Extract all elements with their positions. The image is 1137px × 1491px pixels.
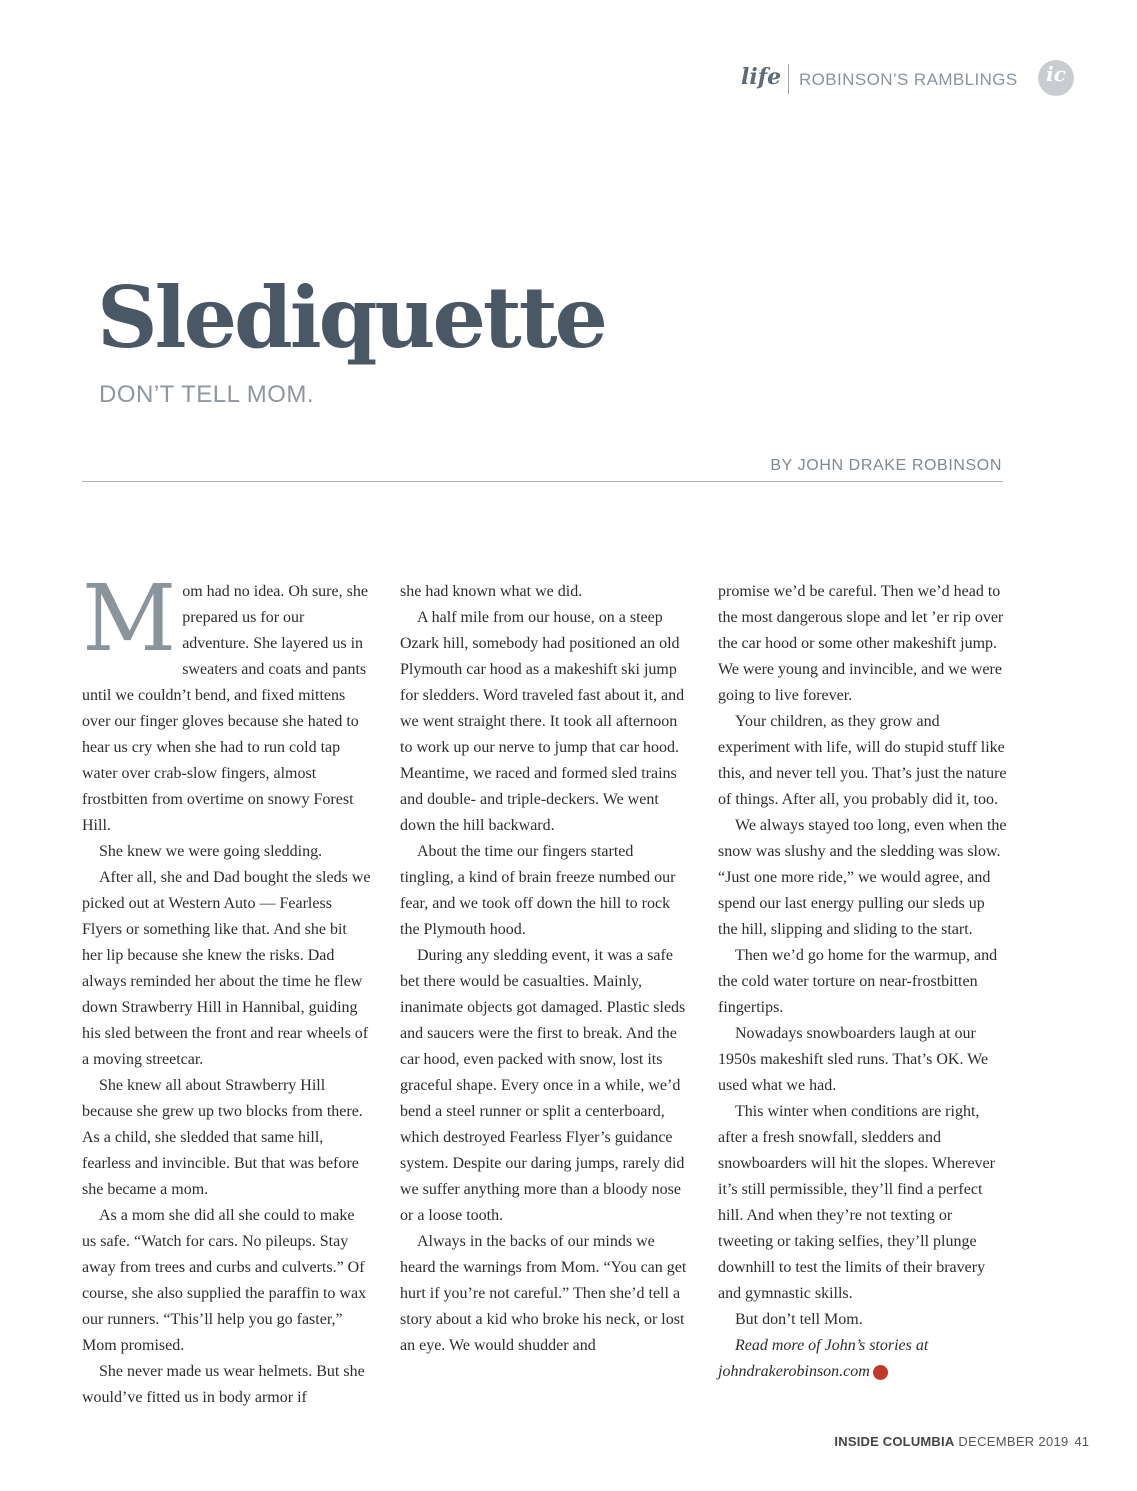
publication-name: INSIDE COLUMBIA [834,1434,955,1449]
paragraph: She knew we were going sledding. [99,843,323,860]
text-column-3 [718,579,1007,1385]
article-title: Slediquette [97,268,605,367]
paragraph: We always stayed too long, even when the snow was slushy and the sledding was slow. “Just one more ride,” we would agree, and spend our last energy pulling our sleds up the hill, slipping and sliding to the start. [718,817,1007,938]
paragraph-text: om had no idea. Oh sure, she prepared us for our adventure. She layered us in sweaters and coats and pants until we couldn’t bend, and fixed mittens over our finger gloves because she hated to hear us cry when she had to run cold tap water over crab-slow fingers, almost frostbitten from overtime on snowy Forest Hill. [82,583,368,834]
paragraph: But don’t tell Mom. [735,1311,863,1328]
paragraph: After all, she and Dad bought the sleds we picked out at Western Auto — Fearless Flyers or something like that. And she bit her lip because she knew the risks. Dad always reminded her about the time he flew down Strawberry Hill in Hannibal, guiding his sled between the front and rear wheels of a moving streetcar. [82,869,371,1068]
paragraph: she had known what we did. [400,583,583,600]
section-life-label: life [741,64,782,90]
paragraph: Always in the backs of our minds we heard the warnings from Mom. “You can get hurt if you’re not careful.” Then she’d tell a story about a kid who broke his neck, or lost an eye. We would shudder and [400,1233,687,1354]
paragraph: Then we’d go home for the warmup, and the cold water torture on near-frostbitten fingertips. [718,947,998,1016]
header-divider [788,64,789,94]
text-column-2 [400,579,689,1359]
paragraph: Nowadays snowboarders laugh at our 1950s makeshift sled runs. That’s OK. We used what we had. [718,1025,989,1094]
paragraph: During any sledding event, it was a safe bet there would be casualties. Mainly, inanimate objects got damaged. Plastic sleds and saucers were the first to break. And the car hood, even packed with snow, lost its graceful shape. Every once in a while, we’d bend a steel runner or split a centerboard, which destroyed Fearless Flyer’s guidance system. Despite our daring jumps, rarely did we suffer anything more than a bloody nose or a loose tooth. [400,947,686,1224]
inside-columbia-logo-icon [1038,60,1074,96]
byline-rule [82,481,1003,482]
paragraph: As a mom she did all she could to make us safe. “Watch for cars. No pileups. Stay away from trees and curbs and culverts.” Of course, she also supplied the paraffin to wax our runners. “This’ll help you go faster,” Mom promised. [82,1207,367,1354]
page-footer [834,1434,1089,1449]
paragraph: Your children, as they grow and experiment with life, will do stupid stuff like this, and never tell you. That’s just the nature of things. After all, you probably did it, too. [718,713,1007,808]
paragraph: She knew all about Strawberry Hill because she grew up two blocks from there. As a child, she sledded that same hill, fearless and invincible. But that was before she became a mom. [82,1077,363,1198]
author-signoff [718,1333,1007,1385]
paragraph: About the time our fingers started tingling, a kind of brain freeze numbed our fear, and we took off down the hill to rock the Plymouth hood. [400,843,676,938]
end-mark-logo-icon: ic [873,1365,888,1380]
article-subtitle: DON’T TELL MOM. [99,381,315,408]
page-number: 41 [1074,1434,1089,1449]
paragraph: promise we’d be careful. Then we’d head to the most dangerous slope and let ’er rip over the car hood or some other makeshift jump. We were young and invincible, and we were going to live forever. [718,583,1004,704]
paragraph [82,565,371,839]
paragraph: She never made us wear helmets. But she would’ve fitted us in body armor if [82,1363,365,1406]
logo-text: ic [1046,62,1066,86]
issue-date: DECEMBER 2019 [958,1434,1069,1449]
section-title: ROBINSON’S RAMBLINGS [799,70,1018,89]
text-column-1 [82,565,371,1411]
paragraph: This winter when conditions are right, after a fresh snowfall, sledders and snowboarders will hit the slopes. Wherever it’s still permissible, they’ll find a perfect hill. And when they’re not texting or tweeting or taking selfies, they’ll plunge downhill to test the limits of their bravery and gymnastic skills. [718,1103,995,1302]
article-byline: BY JOHN DRAKE ROBINSON [770,457,1002,474]
signoff-link[interactable]: Read more of John’s stories at johndrakerobinson.com [718,1337,929,1380]
paragraph: A half mile from our house, on a steep Ozark hill, somebody had positioned an old Plymouth car hood as a makeshift ski jump for sledders. Word traveled fast about it, and we went straight there. It took all afternoon to work up our nerve to jump that car hood. Meantime, we raced and formed sled trains and double- and triple-deckers. We went down the hill backward. [400,609,685,834]
page-header [0,60,1137,100]
drop-cap: M [82,565,177,672]
